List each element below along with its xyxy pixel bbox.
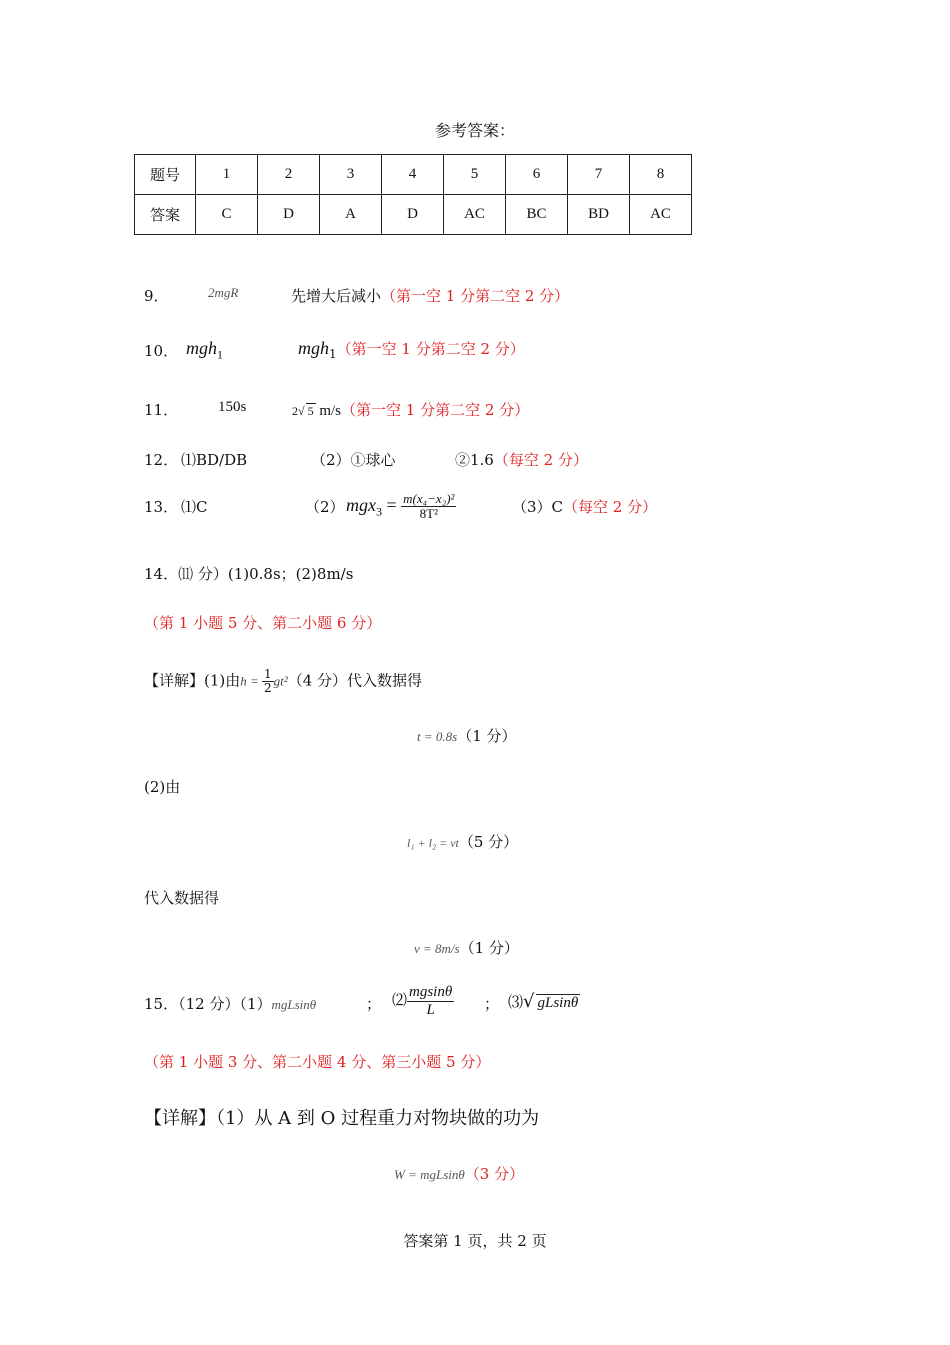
q13-frac-den: 8T² [419,506,438,522]
q15-eq-score: （3 分） [464,1165,525,1183]
q15-sep-1: ； [366,995,382,1013]
q10-formula-1 [186,338,223,363]
table-cell: AC [630,195,692,235]
table-row [135,195,692,235]
q12-part-1: ⑴BD/DB [181,451,248,469]
table-cell: 5 [444,155,506,195]
q11-unit: m/s [315,403,342,419]
q15-marks: （12 分） [178,995,240,1013]
q15-eq-expr: W = mgLsinθ [394,1167,465,1182]
table-cell: 1 [196,155,258,195]
q14-eq2-score: （5 分） [458,833,519,851]
table-answer-label: 答案 [135,195,196,235]
table-cell: D [258,195,320,235]
q14-eq1-score: （1 分） [457,727,517,745]
table-row [135,155,692,195]
q13-frac-num: m(x₄−x₂)² [403,491,455,506]
q11-coef: 2 [292,404,298,418]
q13-formula [346,492,456,522]
q11-number: 11． [144,401,179,419]
q14-fraction [262,668,274,695]
q14-eq1-expr: t = 0.8s [417,729,458,744]
q12-number: 12． [144,451,179,469]
q9-answer [291,285,569,306]
q15-p3-label: ⑶ [508,993,524,1011]
q15-eq [394,1163,524,1184]
q13-lhs: mgx [346,494,376,515]
q15-answer-line [144,993,316,1014]
table-cell: 6 [506,155,568,195]
q13-number: 13． [144,498,179,516]
q13-part-3 [512,496,657,517]
q15-number: 15． [144,995,179,1013]
table-cell: 7 [568,155,630,195]
q15-sep-2: ； [484,995,500,1013]
q14-eq3 [414,937,519,958]
table-cell: BD [568,195,630,235]
q11-answer-1: 150s [218,399,247,415]
q10-answer [298,338,525,361]
page-title: 参考答案： [434,121,515,140]
q15-detail: 【详解】（1）从 A 到 O 过程重力对物块做的功为 [144,1108,540,1129]
q12-score: （每空 2 分） [493,451,588,469]
q14-detail-prefix: 【详解】(1)由 [144,671,241,690]
q13-lhs-sub: 3 [376,504,382,519]
q14-frac-den: 2 [264,681,272,696]
q9-text: 先增大后减小 [291,287,382,305]
q10-number: 10． [144,342,179,360]
table-header-label: 题号 [135,155,196,195]
q13-p3: （3）C [512,498,564,516]
q15-part-2 [392,984,454,1018]
q14-answer-line: 14．⑾ 分）(1)0.8s；(2)8m/s [144,565,354,583]
q13-fraction [401,492,456,522]
q11-answer-2: 2√ 5 m/s（第一空 1 分第二空 2 分） [292,401,530,419]
q10-f1-sub: 1 [217,347,223,362]
q10-f1: mgh [186,338,217,358]
table-cell: 4 [382,155,444,195]
table-cell: BC [506,195,568,235]
q15-p2-label: ⑵ [392,991,408,1009]
q14-score: （第 1 小题 5 分、第二小题 6 分） [144,614,382,632]
q10-score: （第一空 1 分第二空 2 分） [336,340,525,358]
q15-score: （第 1 小题 3 分、第二小题 4 分、第三小题 5 分） [144,1053,491,1071]
q15-frac-num: mgsinθ [409,984,453,1000]
q15-p3: gLsinθ [537,995,579,1011]
q14-step2: (2)由 [144,778,181,796]
q14-eq2 [407,831,518,852]
q12-p3: ②1.6 [455,451,494,469]
q15-p1: mgLsinθ [271,997,317,1012]
q11-radicand: 5 [307,404,314,418]
q11-score: （第一空 1 分第二空 2 分） [341,401,530,419]
q14-detail [144,668,422,695]
q13-part-2-label: （2） [305,498,345,516]
q9-score: （第一空 1 分第二空 2 分） [381,287,570,305]
q14-substitute: 代入数据得 [144,889,220,907]
q13-eq: = [382,494,402,515]
q14-eq3-score: （1 分） [459,939,519,957]
table-cell: 2 [258,155,320,195]
q14-h-rhs: gt² [273,673,288,689]
q14-eq1 [417,725,517,746]
q14-eq2-expr: l₁ + l₂ = vt [407,836,459,850]
q12-part-2: （2）①球心 [311,451,396,469]
q15-fraction [407,984,454,1018]
q14-detail-suffix: （4 分）代入数据得 [287,671,422,690]
q10-f2-sub: 1 [329,347,337,361]
page-footer: 答案第 1 页，共 2 页 [403,1232,547,1250]
q10-f2: mgh [298,338,329,358]
table-cell: C [196,195,258,235]
table-cell: AC [444,195,506,235]
q14-eq3-expr: v = 8m/s [414,941,460,956]
table-cell: D [382,195,444,235]
q13-part-1: ⑴C [181,498,208,516]
q9-formula: 2mgR [208,285,239,300]
answer-table [134,154,692,235]
q14-frac-num: 1 [264,667,272,681]
q15-p1-label: （1） [239,995,272,1013]
table-cell: A [320,195,382,235]
q12-part-3 [455,449,588,470]
q14-h-lhs: h = [240,673,263,689]
q9-number: 9． [144,287,169,305]
q15-part-3: ⑶√ gLsinθ [508,991,579,1012]
table-cell: 8 [630,155,692,195]
q15-frac-den: L [426,1001,435,1018]
q13-score: （每空 2 分） [563,498,658,516]
table-cell: 3 [320,155,382,195]
